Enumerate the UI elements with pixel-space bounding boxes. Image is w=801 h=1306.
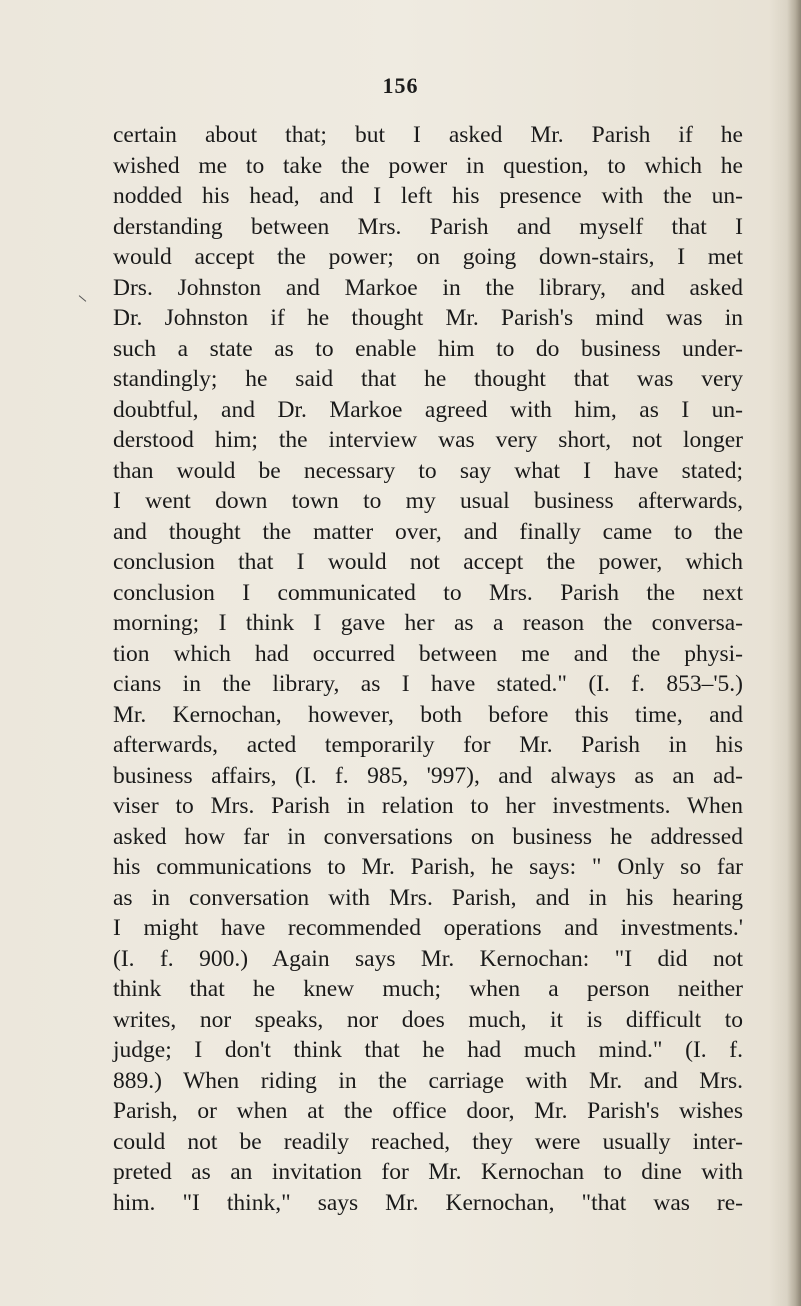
text-line: viser to Mrs. Parish in relation to her investments. When: [113, 793, 743, 819]
text-line: asked how far in conversations on business he addressed: [113, 823, 743, 850]
text-line: conclusion I communicated to Mrs. Parish the next: [113, 579, 743, 606]
text-line: Parish, or when at the office door, Mr. Parish's wishes: [113, 1098, 743, 1124]
text-line: as in conversation with Mrs. Parish, and in his hearing: [113, 884, 743, 911]
text-line: wished me to take the power in question, to which he: [113, 152, 743, 179]
text-line: derstood him; the interview was very short, not longer: [113, 427, 743, 453]
text-line: I went down town to my usual business afterwards,: [113, 488, 743, 514]
text-line: preted as an invitation for Mr. Kernochan to dine with: [113, 1159, 743, 1185]
text-line: afterwards, acted temporarily for Mr. Parish in his: [113, 732, 743, 758]
text-line: doubtful, and Dr. Markoe agreed with him, as I un-: [113, 396, 743, 423]
body-text: [113, 120, 743, 1218]
page-number: 156: [382, 73, 419, 98]
page-edge-shadow: [787, 0, 801, 1306]
text-line: morning; I think I gave her as a reason the conversa-: [113, 610, 743, 636]
text-line: I might have recommended operations and investments.': [113, 915, 743, 941]
text-line: would accept the power; on going down-stairs, I met: [113, 244, 743, 270]
text-line: such a state as to enable him to do business under-: [113, 335, 743, 362]
text-line: and thought the matter over, and finally came to the: [113, 518, 743, 545]
text-line: than would be necessary to say what I have stated;: [113, 457, 743, 484]
text-line: (I. f. 900.) Again says Mr. Kernochan: "I did not: [113, 945, 743, 972]
text-line: writes, nor speaks, nor does much, it is difficult to: [113, 1006, 743, 1033]
text-line: standingly; he said that he thought that was very: [113, 366, 743, 392]
margin-pencil-mark: [79, 295, 87, 302]
text-line: certain about that; but I asked Mr. Parish if he: [113, 122, 743, 148]
text-line: could not be readily reached, they were usually inter-: [113, 1128, 743, 1155]
text-line: derstanding between Mrs. Parish and myself that I: [113, 213, 743, 240]
text-line: his communications to Mr. Parish, he says: " Only so far: [113, 854, 743, 880]
text-line: tion which had occurred between me and the physi-: [113, 640, 743, 667]
text-line: conclusion that I would not accept the power, which: [113, 549, 743, 575]
text-line: Drs. Johnston and Markoe in the library, and asked: [113, 274, 743, 301]
text-line: 889.) When riding in the carriage with Mr. and Mrs.: [113, 1067, 743, 1094]
text-line: nodded his head, and I left his presence with the un-: [113, 183, 743, 209]
text-line: think that he knew much; when a person neither: [113, 976, 743, 1002]
text-line: judge; I don't think that he had much mind." (I. f.: [113, 1037, 743, 1063]
text-line: business affairs, (I. f. 985, '997), and always as an ad-: [113, 762, 743, 789]
text-line: cians in the library, as I have stated." (I. f. 853–'5.): [113, 671, 743, 697]
text-line: Mr. Kernochan, however, both before this time, and: [113, 701, 743, 728]
text-line: him. "I think," says Mr. Kernochan, "that was re-: [113, 1189, 743, 1216]
text-line: Dr. Johnston if he thought Mr. Parish's mind was in: [113, 305, 743, 331]
